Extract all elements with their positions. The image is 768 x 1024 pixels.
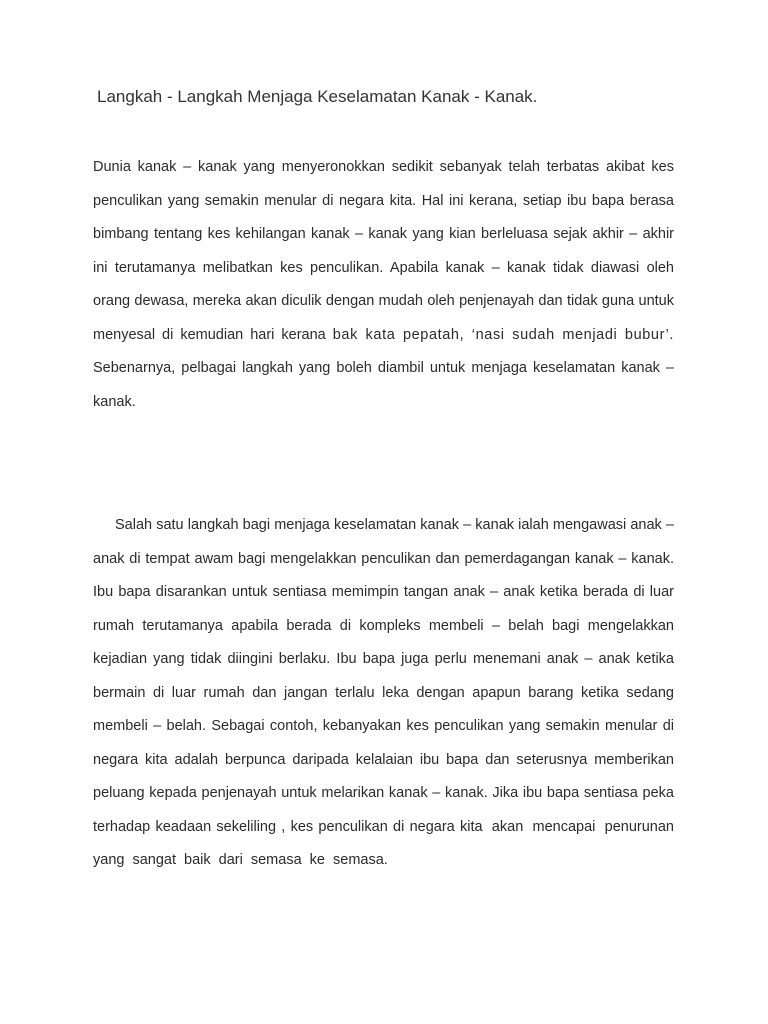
proverb-text: bak kata pepatah, ‘nasi sudah menjadi bubur’. xyxy=(332,326,674,343)
document-title: Langkah - Langkah Menjaga Keselamatan Kanak - Kanak. xyxy=(97,87,538,106)
paragraph-last-line: kita akan mencapai penurunan yang sangat baik dari semasa ke semasa. xyxy=(93,818,674,868)
paragraph-first-point xyxy=(93,509,674,878)
paragraph-text: Dunia kanak – kanak yang menyeronokkan sedikit sebanyak telah terbatas akibat kes penculikan yang semakin menular di negara kita. Hal ini kerana, setiap ibu bapa berasa bimbang tentang kes kehilangan kanak – kanak yang kian berleluasa sejak akhir – akhir ini terutamanya melibatkan kes penculikan. Apabila kanak – kanak tidak diawasi oleh orang dewasa, mereka akan diculik dengan mudah oleh penjenayah dan tidak guna untuk menyesal di kemudian hari kerana xyxy=(93,159,674,343)
paragraph-text: Sebenarnya, pelbagai langkah yang boleh diambil untuk menjaga keselamatan kanak – kanak. xyxy=(93,360,674,410)
paragraph-text: Salah satu langkah bagi menjaga keselamatan kanak – kanak ialah mengawasi anak – anak di tempat awam bagi mengelakkan penculikan dan pemerdagangan kanak – kanak. Ibu bapa disarankan untuk sentiasa memimpin tangan anak – anak ketika berada di luar rumah terutamanya apabila berada di kompleks membeli – belah bagi mengelakkan kejadian yang tidak diingini berlaku. Ibu bapa juga perlu menemani anak – anak ketika bermain di luar rumah dan jangan terlalu leka dengan apapun barang ketika sedang membeli – belah. Sebagai contoh, kebanyakan kes penculikan yang semakin menular di negara kita adalah berpunca daripada kelalaian ibu bapa dan seterusnya memberikan peluang kepada penjenayah untuk melarikan kanak – kanak. Jika ibu bapa sentiasa peka terhadap keadaan sekeliling , kes penculikan di negara xyxy=(93,517,674,835)
paragraph-introduction xyxy=(93,151,674,419)
